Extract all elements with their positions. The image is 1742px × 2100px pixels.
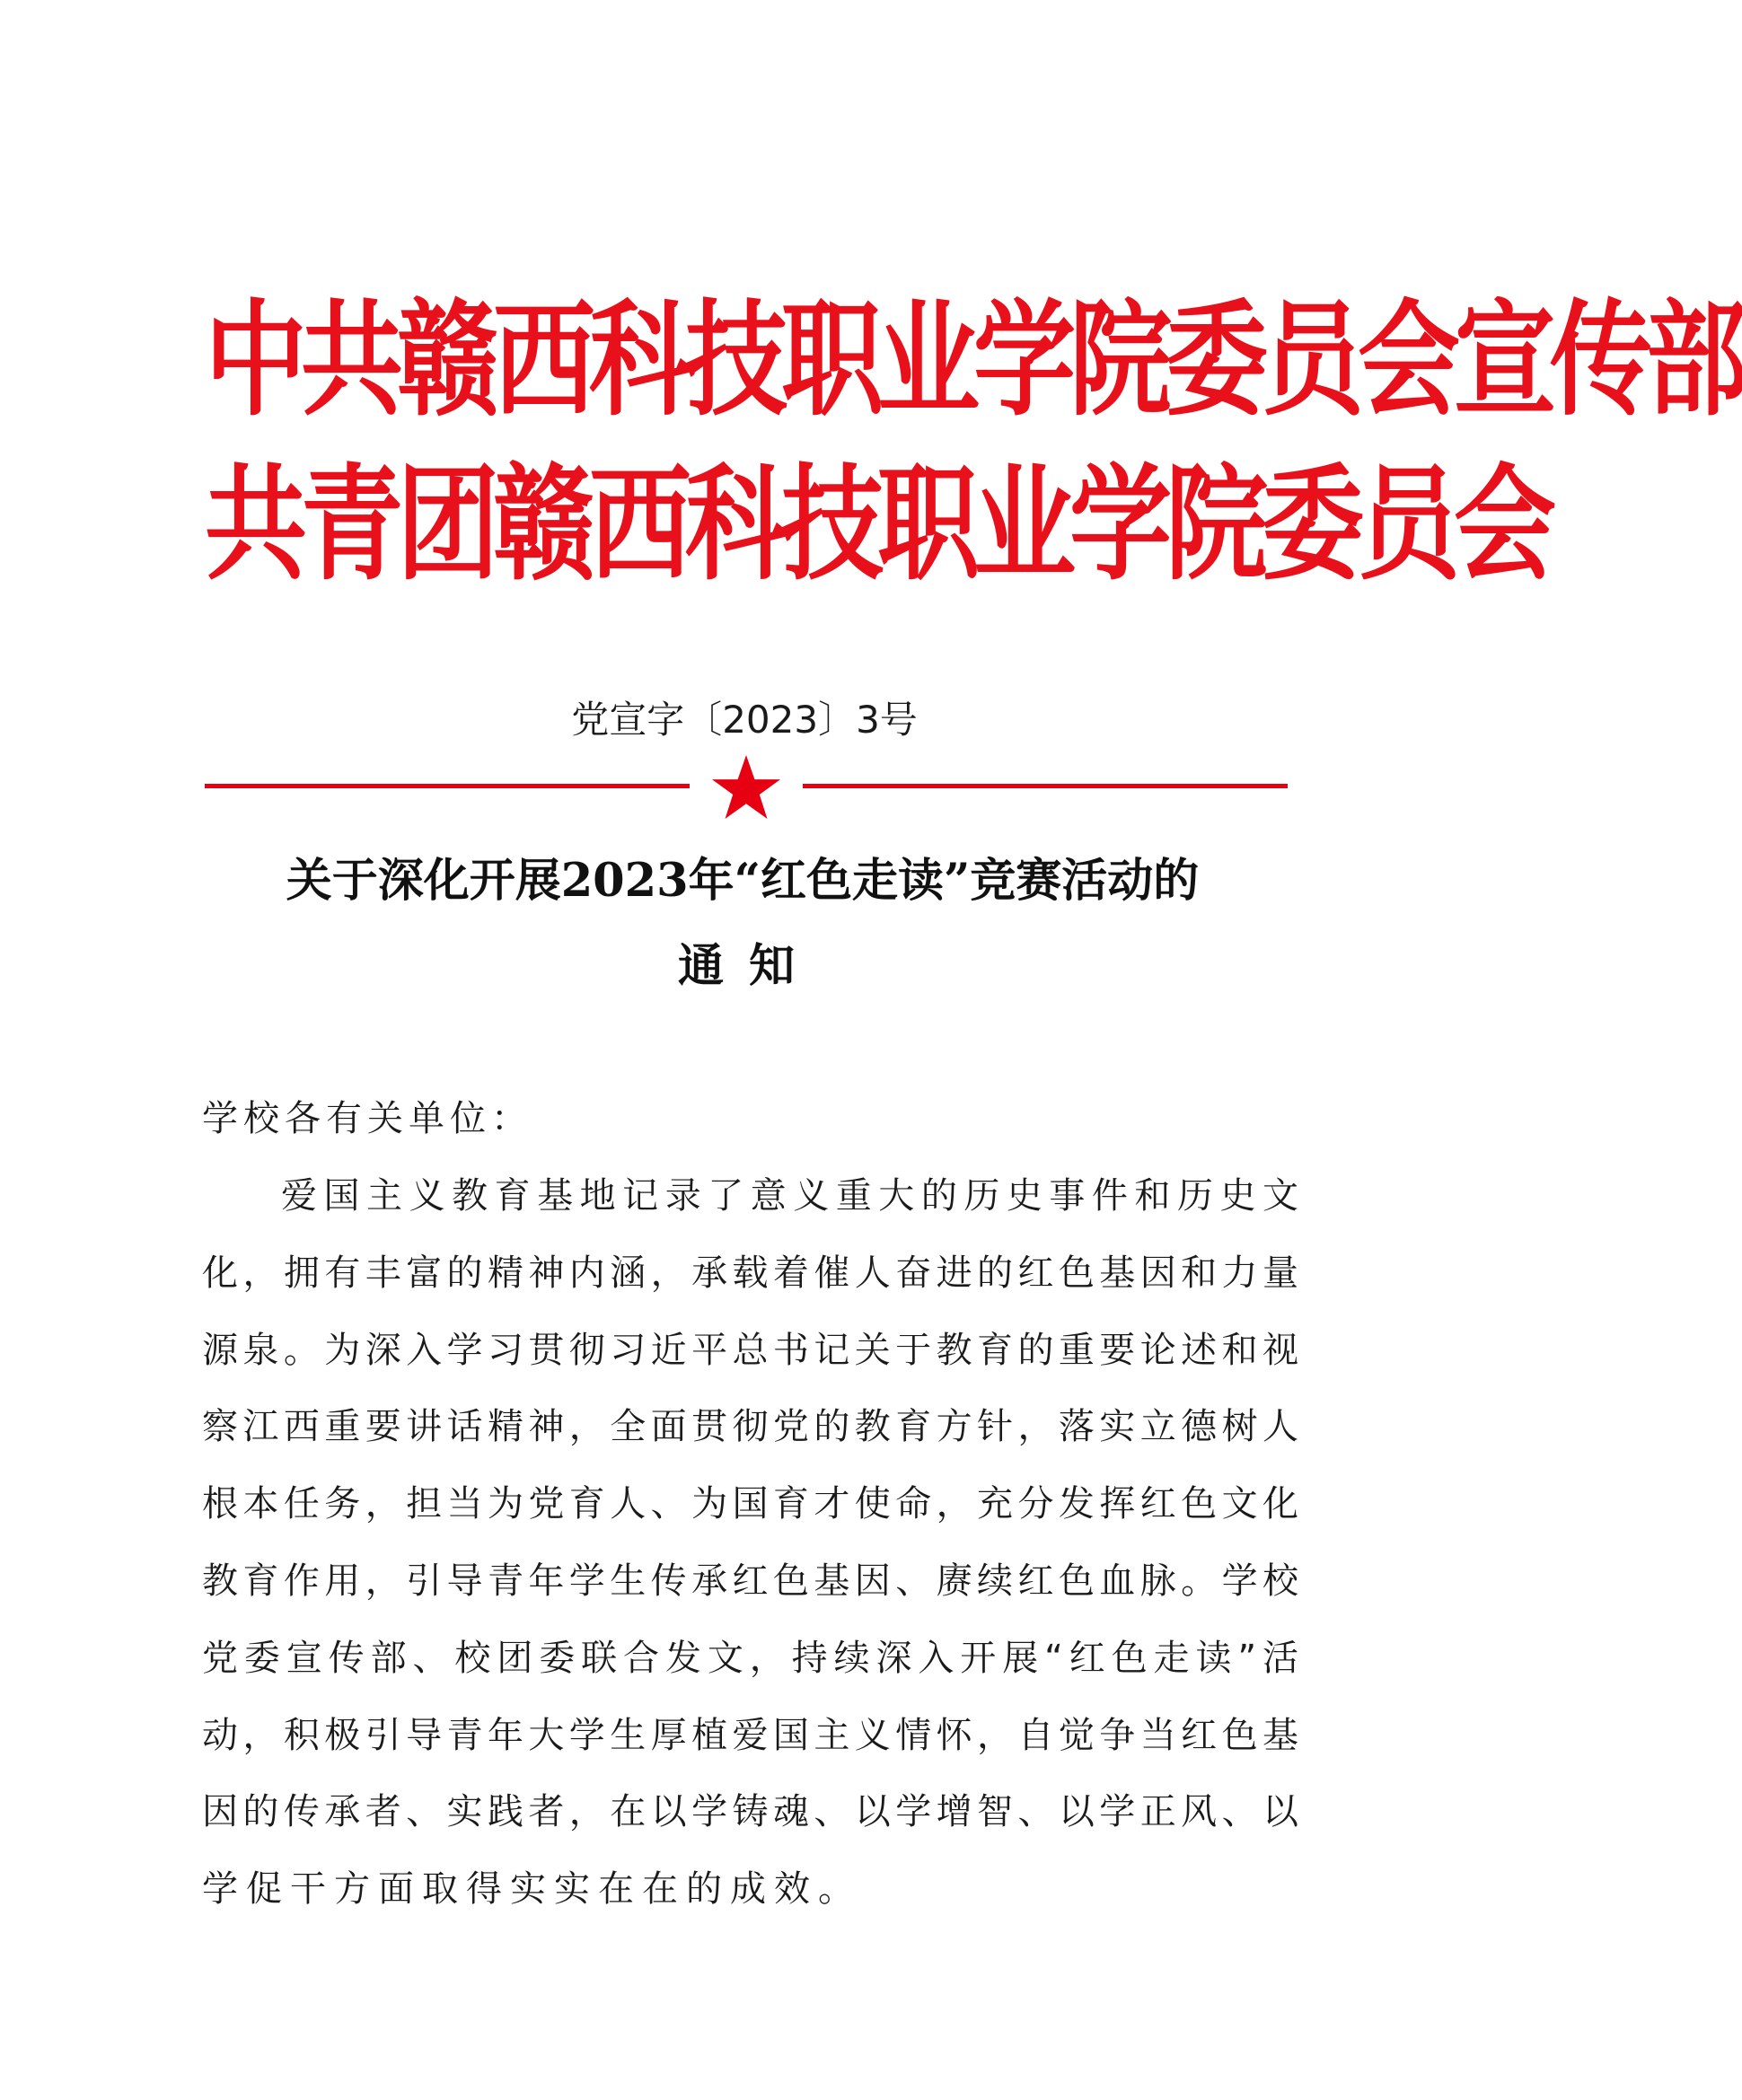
issuer-header-line-2: 共青团赣西科技职业学院委员会 — [205, 450, 1551, 598]
body-line: 教育作用，引导青年学生传承红色基因、赓续红色血脉。学校 — [202, 1560, 1298, 1602]
red-divider-left — [205, 784, 690, 788]
red-divider-right — [803, 784, 1288, 788]
body-line: 爱国主义教育基地记录了意义重大的历史事件和历史文 — [281, 1175, 1298, 1217]
body-paragraph — [202, 1169, 1298, 1939]
salutation: 学校各有关单位： — [202, 1098, 532, 1139]
notice-title-line-2: 通知 — [677, 939, 820, 993]
body-line: 因的传承者、实践者，在以学铸魂、以学增智、以学正风、以 — [202, 1791, 1298, 1833]
body-line: 源泉。为深入学习贯彻习近平总书记关于教育的重要论述和视 — [202, 1329, 1298, 1371]
body-line: 根本任务，担当为党育人、为国育才使命，充分发挥红色文化 — [202, 1483, 1298, 1525]
red-star-icon — [710, 755, 782, 823]
body-line: 学促干方面取得实实在在的成效。 — [202, 1868, 862, 1911]
notice-title-line-1: 关于深化开展2023年“红色走读”竞赛活动的 — [286, 854, 1200, 908]
body-line: 党委宣传部、校团委联合发文，持续深入开展“红色走读”活 — [202, 1637, 1298, 1679]
body-line: 化，拥有丰富的精神内涵，承载着催人奋进的红色基因和力量 — [202, 1252, 1298, 1294]
document-number: 党宣字〔2023〕3号 — [571, 698, 918, 742]
body-line: 动，积极引导青年大学生厚植爱国主义情怀，自觉争当红色基 — [202, 1714, 1298, 1756]
body-line: 察江西重要讲话精神，全面贯彻党的教育方针，落实立德树人 — [202, 1406, 1298, 1448]
issuer-header-line-1: 中共赣西科技职业学院委员会宣传部 — [205, 286, 1742, 434]
